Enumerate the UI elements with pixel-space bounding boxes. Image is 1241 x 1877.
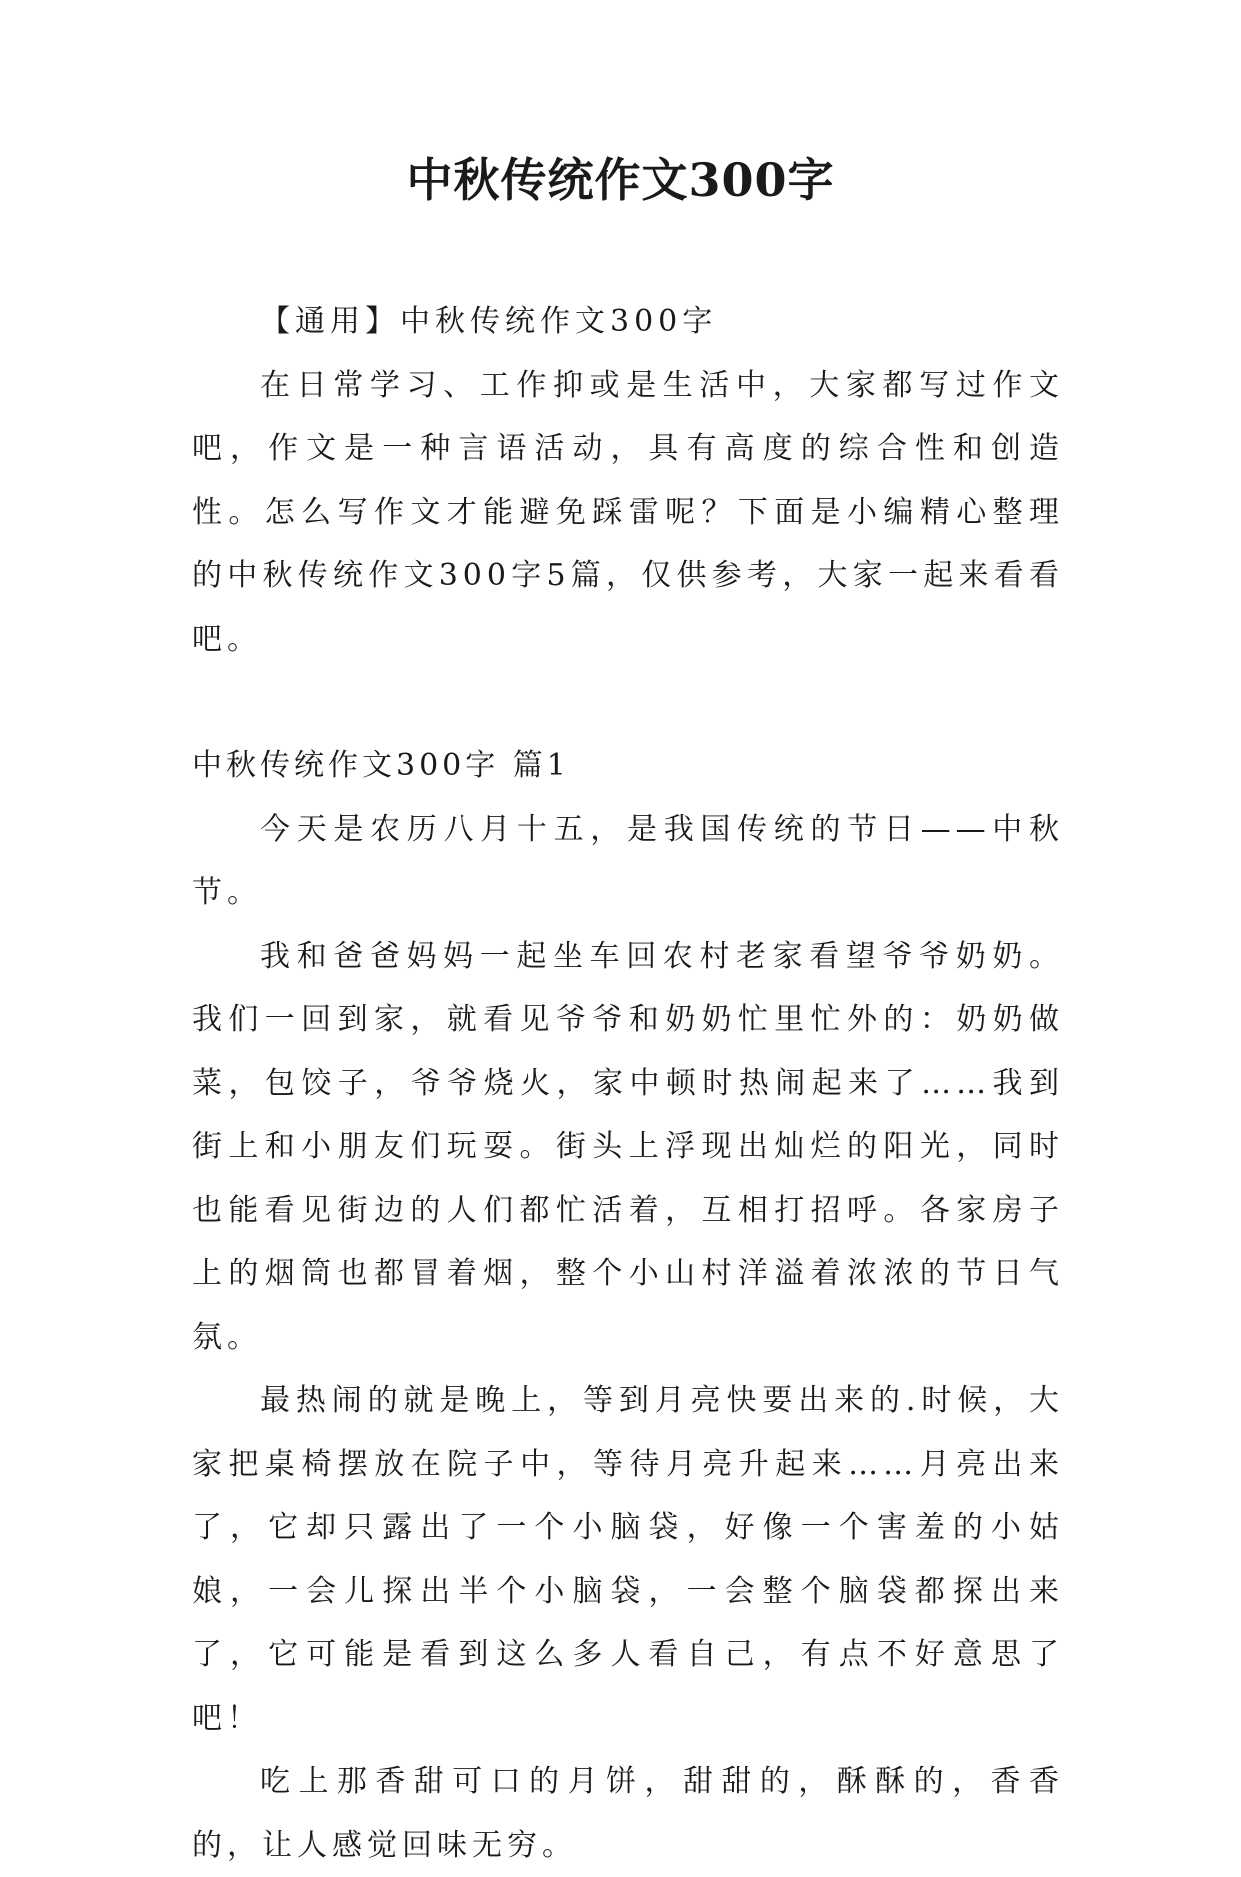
essay-paragraph-2: 我和爸爸妈妈一起坐车回农村老家看望爷爷奶奶。我们一回到家，就看见爷爷和奶奶忙里忙外的：奶奶做菜，包饺子，爷爷烧火，家中顿时热闹起来了……我到街上和小朋友们玩耍。街头上浮现出灿烂的阳光，同时也能看见街边的人们都忙活着，互相打招呼。各家房子上的烟筒也都冒着烟，整个小山村洋溢着浓浓的节日气氛。 <box>192 938 1064 1355</box>
intro-paragraph: 在日常学习、工作抑或是生活中，大家都写过作文吧，作文是一种言语活动，具有高度的综合性和创造性。怎么写作文才能避免踩雷呢？下面是小编精心整理的中秋传统作文300字5篇，仅供参考，大家一起来看看吧。 <box>192 367 1064 657</box>
essay-paragraph-3: 最热闹的就是晚上，等到月亮快要出来的.时候，大家把桌椅摆放在院子中，等待月亮升起来……月亮出来了，它却只露出了一个小脑袋，好像一个害羞的小姑娘，一会儿探出半个小脑袋，一会整个脑袋都探出来了，它可能是看到这么多人看自己，有点不好意思了吧！ <box>192 1383 1064 1736</box>
section-heading: 中秋传统作文300字 篇1 <box>192 748 570 783</box>
essay-paragraph-4: 吃上那香甜可口的月饼，甜甜的，酥酥的，香香的，让人感觉回味无穷。 <box>192 1764 1064 1863</box>
document-subtitle: 【通用】中秋传统作文300字 <box>260 304 718 339</box>
section-spacer <box>192 671 1064 734</box>
document-title: 中秋传统作文300字 <box>406 153 835 207</box>
document-body <box>192 290 1064 1877</box>
essay-paragraph-1: 今天是农历八月十五，是我国传统的节日——中秋节。 <box>192 811 1064 910</box>
